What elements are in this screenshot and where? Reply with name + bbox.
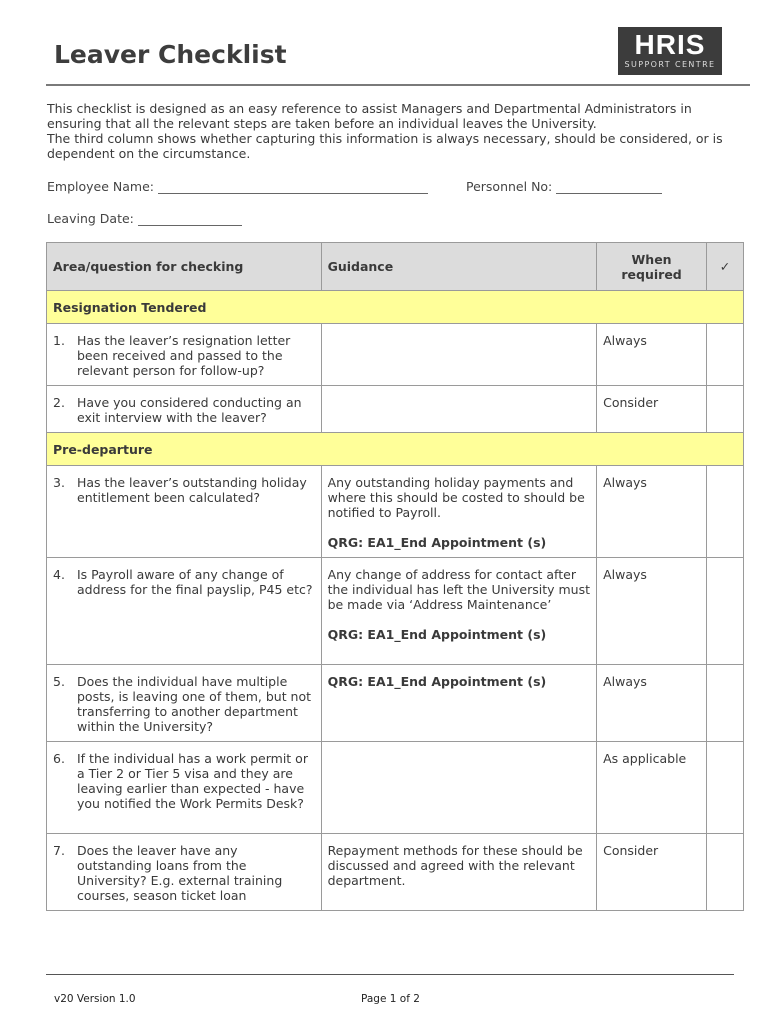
row-guidance [321, 742, 597, 834]
section-title: Pre-departure [47, 433, 744, 466]
personnel-no-field [466, 179, 662, 194]
table-row [47, 324, 744, 386]
header-divider [46, 84, 750, 86]
row-number: 3. [53, 475, 65, 490]
page-title: Leaver Checklist [54, 40, 287, 69]
row-number: 6. [53, 751, 65, 766]
row-checkbox[interactable] [707, 466, 744, 558]
table-row [47, 386, 744, 433]
footer-page-number: Page 1 of 2 [361, 993, 420, 1005]
leaving-date-field [47, 211, 242, 226]
row-guidance [321, 466, 597, 558]
row-qrg-reference: QRG: EA1_End Appointment (s) [327, 627, 547, 642]
leaving-date-input[interactable] [138, 211, 242, 226]
table-row [47, 665, 744, 742]
row-when-required: Always [597, 558, 707, 665]
personnel-no-label: Personnel No: [466, 179, 553, 194]
employee-name-label: Employee Name: [47, 179, 154, 194]
row-when-required: Always [597, 665, 707, 742]
section-row-predeparture [47, 433, 744, 466]
row-guidance [321, 324, 597, 386]
row-when-required: As applicable [597, 742, 707, 834]
row-number: 1. [53, 333, 65, 348]
table-row [47, 466, 744, 558]
leaving-date-label: Leaving Date: [47, 211, 134, 226]
section-title: Resignation Tendered [47, 291, 744, 324]
row-question: Has the leaver’s resignation letter been received and passed to the relevant person for follow-up? [77, 333, 291, 378]
row-when-required: Always [597, 466, 707, 558]
employee-name-input[interactable] [158, 179, 428, 194]
row-guidance-text: Any outstanding holiday payments and where this should be costed to should be notified to Payroll. [327, 475, 585, 520]
row-checkbox[interactable] [707, 834, 744, 911]
row-guidance [321, 386, 597, 433]
row-qrg-reference: QRG: EA1_End Appointment (s) [327, 674, 547, 689]
row-guidance-text: Repayment methods for these should be discussed and agreed with the relevant department. [327, 843, 583, 888]
logo-sub-text: SUPPORT CENTRE [624, 60, 716, 69]
logo-main-text: HRIS [634, 29, 706, 60]
row-checkbox[interactable] [707, 386, 744, 433]
personnel-no-input[interactable] [556, 179, 662, 194]
row-checkbox[interactable] [707, 558, 744, 665]
intro-paragraph-1: This checklist is designed as an easy reference to assist Managers and Departmental Administrators in ensuring that all the relevant steps are taken before an individual leaves the University. [47, 101, 692, 131]
row-checkbox[interactable] [707, 324, 744, 386]
intro-paragraph-2: The third column shows whether capturing this information is always necessary, should be considered, or is dependent on the circumstance. [47, 131, 723, 161]
header-area: Area/question for checking [47, 243, 322, 291]
header-check: ✓ [707, 243, 744, 291]
hris-logo [618, 27, 722, 75]
table-header-row [47, 243, 744, 291]
footer-divider [46, 974, 734, 975]
row-guidance [321, 558, 597, 665]
row-question: Does the leaver have any outstanding loans from the University? E.g. external training courses, season ticket loan [77, 843, 283, 903]
header-guidance: Guidance [321, 243, 597, 291]
row-question: If the individual has a work permit or a Tier 2 or Tier 5 visa and they are leaving earlier than expected - have you notified the Work Permits Desk? [77, 751, 308, 811]
row-when-required: Consider [597, 386, 707, 433]
table-row [47, 742, 744, 834]
checklist-table [46, 242, 744, 911]
section-row-resignation [47, 291, 744, 324]
row-question: Have you considered conducting an exit interview with the leaver? [77, 395, 302, 425]
row-number: 4. [53, 567, 65, 582]
row-question: Is Payroll aware of any change of address for the final payslip, P45 etc? [77, 567, 313, 597]
row-number: 2. [53, 395, 65, 410]
row-guidance [321, 665, 597, 742]
header-when-required: When required [597, 243, 707, 291]
row-question: Does the individual have multiple posts, is leaving one of them, but not transferring to another department within the University? [77, 674, 312, 734]
intro-text [47, 101, 747, 161]
row-guidance [321, 834, 597, 911]
row-question: Has the leaver’s outstanding holiday entitlement been calculated? [77, 475, 307, 505]
table-row [47, 558, 744, 665]
row-qrg-reference: QRG: EA1_End Appointment (s) [327, 535, 547, 550]
row-guidance-text: Any change of address for contact after the individual has left the University must be made via ‘Address Maintenance’ [327, 567, 591, 612]
row-when-required: Always [597, 324, 707, 386]
row-number: 5. [53, 674, 65, 689]
row-checkbox[interactable] [707, 665, 744, 742]
row-number: 7. [53, 843, 65, 858]
row-checkbox[interactable] [707, 742, 744, 834]
footer-version: v20 Version 1.0 [54, 993, 136, 1005]
row-when-required: Consider [597, 834, 707, 911]
employee-name-field [47, 179, 428, 194]
table-row [47, 834, 744, 911]
